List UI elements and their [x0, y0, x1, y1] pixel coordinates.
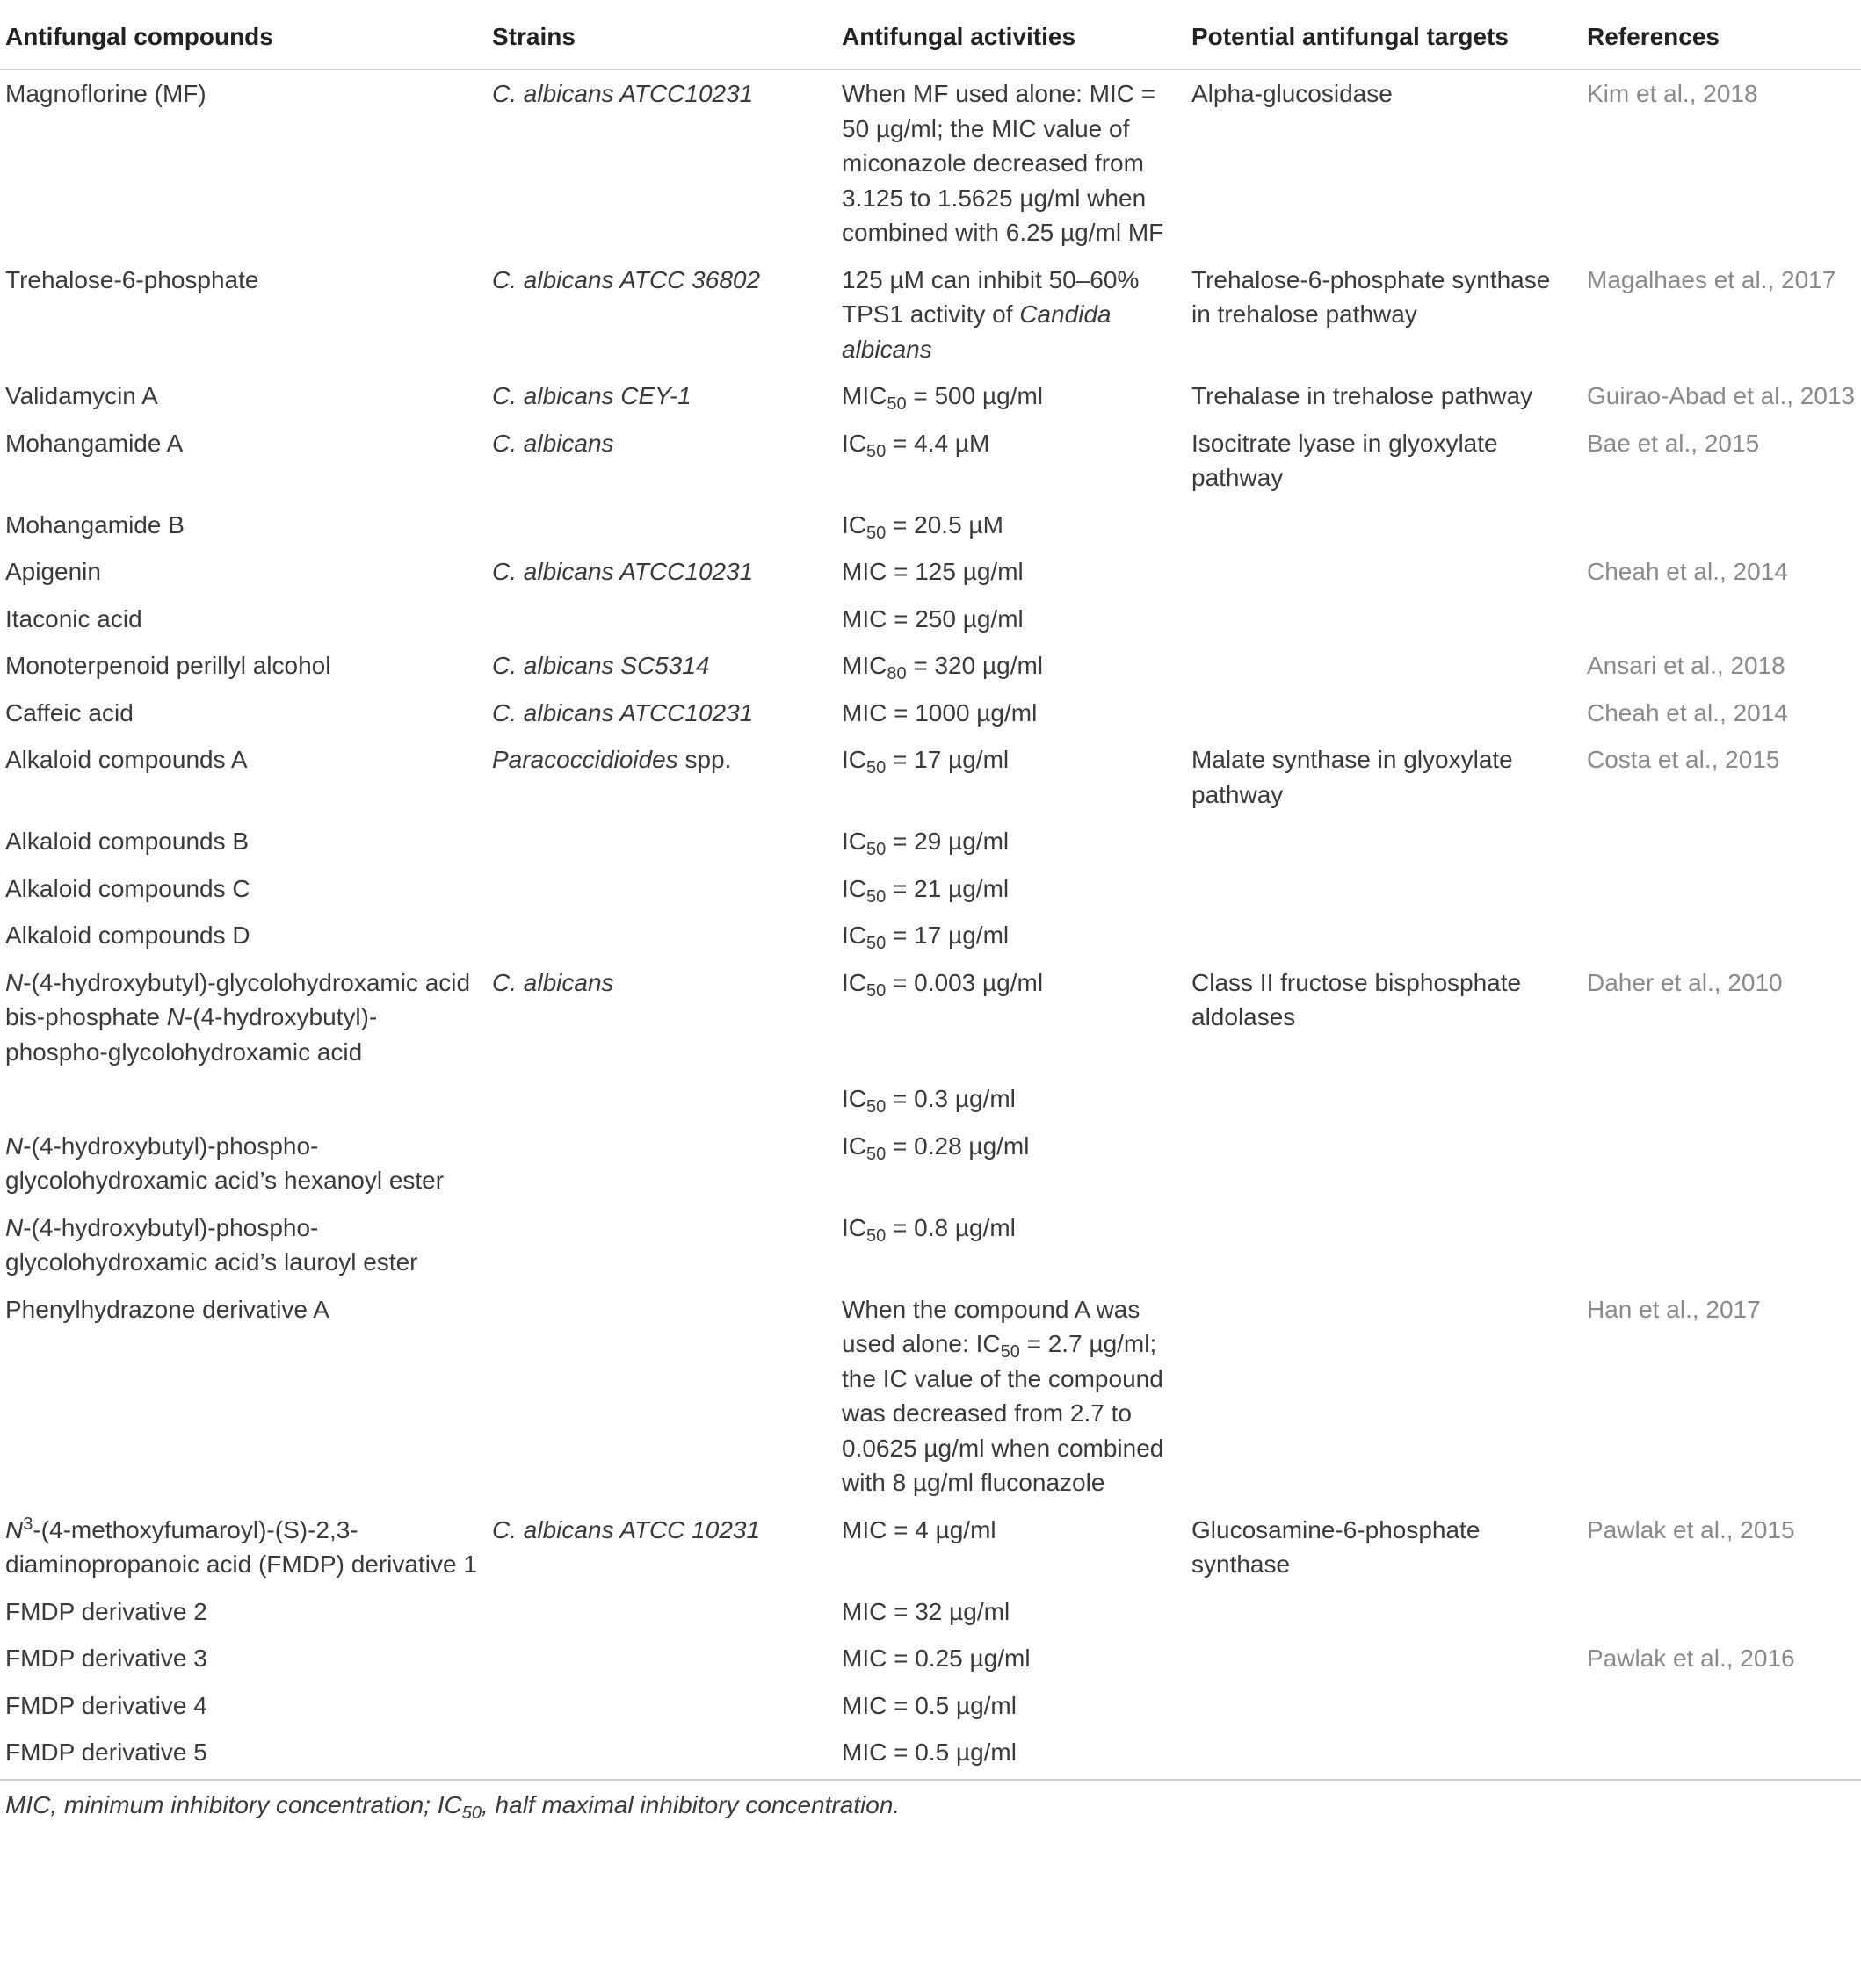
table-row: [0, 818, 1861, 865]
target-cell: [1186, 1588, 1582, 1636]
activity-text: IC: [842, 746, 866, 773]
compound-cell: FMDP derivative 3: [5, 1645, 207, 1672]
compound-cell: Itaconic acid: [5, 604, 142, 633]
target-cell: Glucosamine-6-phosphate synthase: [1191, 1515, 1481, 1578]
compound-cell: Magnoflorine (MF): [5, 80, 206, 107]
strain-cell: C. albicans ATCC10231: [492, 80, 754, 107]
header-references: References: [1587, 23, 1720, 50]
reference-cell: [1582, 818, 1861, 865]
strain-cell: C. albicans ATCC10231: [492, 558, 754, 585]
activity-italic: Candida albicans: [842, 300, 1112, 363]
compound-cell: [0, 1204, 487, 1286]
reference-link[interactable]: Magalhaes et al., 2017: [1587, 265, 1836, 293]
activity-subscript: 50: [887, 394, 907, 414]
compound-cell: Alkaloid compounds C: [5, 874, 250, 902]
strain-cell: [487, 1635, 836, 1682]
activity-text: = 4.4 µM: [886, 429, 990, 457]
activity-cell: [836, 818, 1186, 865]
activity-cell: [836, 420, 1186, 502]
activity-text: IC: [842, 429, 866, 457]
activity-cell: When MF used alone: MIC = 50 µg/ml; the MIC value of miconazole decreased from 3.125 to 1.5625 µg/ml when combined with 6.25 µg/ml MF: [842, 80, 1164, 246]
activity-subscript: 50: [866, 1225, 887, 1246]
strain-text: spp.: [677, 746, 732, 773]
target-cell: [1186, 596, 1582, 643]
activity-cell: MIC = 32 µg/ml: [842, 1597, 1010, 1625]
reference-link[interactable]: Ansari et al., 2018: [1587, 652, 1785, 679]
table-row: [0, 865, 1861, 913]
activity-text: IC: [842, 922, 866, 949]
activity-subscript: 50: [866, 886, 887, 907]
activity-text: IC: [842, 510, 866, 539]
activity-cell: MIC = 250 µg/ml: [842, 604, 1024, 633]
compound-cell: Trehalose-6-phosphate: [5, 265, 259, 293]
activity-text: IC: [842, 1085, 866, 1112]
target-cell: [1186, 865, 1582, 913]
strain-cell: [487, 912, 836, 959]
activity-cell: [836, 642, 1186, 690]
compound-cell: Phenylhydrazone derivative A: [5, 1295, 329, 1323]
activity-subscript: 50: [866, 758, 887, 777]
compound-cell: Monoterpenoid perillyl alcohol: [5, 652, 331, 679]
target-cell: [1186, 690, 1582, 737]
activity-subscript: 50: [866, 1144, 887, 1164]
strain-italic: Paracoccidioides: [492, 746, 678, 773]
target-cell: Isocitrate lyase in glyoxylate pathway: [1191, 429, 1498, 491]
compound-italic: N: [5, 1515, 24, 1543]
reference-cell: [1582, 1729, 1861, 1780]
reference-link[interactable]: Kim et al., 2018: [1587, 80, 1758, 107]
compound-cell: Mohangamide A: [5, 429, 184, 457]
header-targets: Potential antifungal targets: [1191, 23, 1509, 50]
compound-cell: FMDP derivative 4: [5, 1691, 207, 1719]
target-cell: Trehalase in trehalose pathway: [1191, 382, 1533, 409]
activity-text: = 2.7 µg/ml; the IC value of the compound was decreased from 2.7 to 0.0625 µg/ml when combined with 8 µg/ml fluconazole: [842, 1330, 1164, 1496]
activity-subscript: 50: [866, 980, 887, 1001]
activity-text: = 500 µg/ml: [906, 382, 1044, 409]
reference-link[interactable]: Pawlak et al., 2016: [1587, 1645, 1795, 1672]
activity-cell: MIC = 0.25 µg/ml: [842, 1645, 1031, 1672]
compound-text: -(4-hydroxybutyl)-phospho-glycolohydroxamic acid: [5, 1003, 378, 1066]
reference-link[interactable]: Pawlak et al., 2015: [1587, 1515, 1795, 1543]
header-activities: Antifungal activities: [842, 23, 1076, 50]
activity-cell: [836, 502, 1186, 549]
activity-text: = 0.28 µg/ml: [886, 1131, 1030, 1160]
reference-cell: [1582, 1204, 1861, 1286]
activity-text: = 20.5 µM: [886, 510, 1003, 539]
strain-cell: [487, 865, 836, 913]
strain-cell: C. albicans: [492, 968, 614, 996]
activity-subscript: 50: [1000, 1342, 1020, 1362]
target-cell: [1186, 1286, 1582, 1507]
target-cell: Alpha-glucosidase: [1191, 80, 1393, 107]
strain-cell: C. albicans ATCC 10231: [492, 1515, 761, 1543]
target-cell: [1186, 1682, 1582, 1730]
activity-text: IC: [842, 968, 866, 996]
compound-cell: Alkaloid compounds B: [5, 828, 250, 855]
activity-subscript: 50: [866, 1097, 887, 1117]
activity-text: MIC: [842, 382, 887, 409]
header-row: [0, 5, 1861, 69]
table-row: [0, 1588, 1861, 1636]
activity-cell: [836, 865, 1186, 913]
reference-link[interactable]: Costa et al., 2015: [1587, 746, 1780, 773]
table-row: [0, 1729, 1861, 1780]
target-cell: [1186, 912, 1582, 959]
target-cell: [1186, 1729, 1582, 1780]
table-row: [0, 548, 1861, 596]
table-row: [0, 1507, 1861, 1588]
compound-italic: N: [166, 1003, 185, 1030]
activity-cell: [836, 257, 1186, 373]
table-row: [0, 1635, 1861, 1682]
activity-text: = 0.003 µg/ml: [886, 968, 1044, 996]
reference-link[interactable]: Bae et al., 2015: [1587, 429, 1760, 457]
table-row: [0, 1075, 1861, 1123]
compound-cell: [0, 1507, 487, 1588]
strain-cell: C. albicans ATCC10231: [492, 698, 754, 727]
activity-cell: [836, 1286, 1186, 1507]
activity-cell: MIC = 125 µg/ml: [842, 558, 1024, 585]
activity-cell: [836, 959, 1186, 1076]
target-cell: [1186, 642, 1582, 690]
activity-cell: MIC = 4 µg/ml: [842, 1515, 996, 1543]
activity-text: = 29 µg/ml: [886, 828, 1010, 855]
table-row: [0, 690, 1861, 737]
strain-cell: C. albicans ATCC 36802: [492, 265, 761, 293]
activity-cell: [836, 1204, 1186, 1286]
table-row: [0, 1286, 1861, 1507]
header-strains: Strains: [492, 23, 576, 50]
compound-text: -(4-methoxyfumaroyl)-(S)-2,3-diaminopropanoic acid (FMDP) derivative 1: [5, 1515, 477, 1578]
activity-text: IC: [842, 1131, 866, 1160]
footnote-text: MIC, minimum inhibitory concentration; IC: [5, 1790, 462, 1818]
activity-cell: MIC = 1000 µg/ml: [842, 698, 1038, 727]
target-cell: [1186, 548, 1582, 596]
table-row: [0, 1123, 1861, 1204]
reference-cell: [1582, 596, 1861, 643]
target-cell: [1186, 502, 1582, 549]
activity-text: = 0.3 µg/ml: [886, 1085, 1016, 1112]
strain-cell: [487, 1682, 836, 1730]
compound-cell: FMDP derivative 5: [5, 1739, 207, 1766]
strain-cell: C. albicans: [492, 429, 614, 457]
compound-italic: N: [5, 1213, 24, 1241]
activity-cell: [836, 912, 1186, 959]
activity-subscript: 50: [866, 441, 887, 461]
reference-cell: [1582, 1123, 1861, 1204]
reference-cell: [1582, 912, 1861, 959]
reference-link[interactable]: Cheah et al., 2014: [1587, 558, 1788, 585]
table-row: [0, 257, 1861, 373]
strain-cell: [487, 1204, 836, 1286]
footnote-text: , half maximal inhibitory concentration.: [481, 1790, 901, 1818]
table-row: [0, 1682, 1861, 1730]
table-row: [0, 69, 1861, 257]
table-row: [0, 420, 1861, 502]
compound-italic: N: [5, 968, 24, 996]
target-cell: Class II fructose bisphosphate aldolases: [1191, 968, 1522, 1030]
activity-subscript: 50: [866, 523, 887, 543]
activity-cell: [836, 736, 1186, 818]
compound-cell: Alkaloid compounds A: [5, 746, 248, 773]
antifungal-table: [0, 5, 1861, 1781]
compound-text: -(4-hydroxybutyl)-glycolohydroxamic acid bis-phosphate: [5, 968, 471, 1030]
compound-italic: N: [5, 1131, 24, 1160]
activity-text: IC: [975, 1330, 1001, 1357]
activity-text: IC: [842, 1213, 866, 1241]
strain-cell: [487, 1588, 836, 1636]
activity-text: IC: [842, 828, 866, 855]
reference-cell: [1582, 1075, 1861, 1123]
compound-cell: [0, 959, 487, 1076]
activity-cell: [836, 1075, 1186, 1123]
compound-text: -(4-hydroxybutyl)-phospho-glycolohydroxamic acid’s lauroyl ester: [5, 1213, 418, 1276]
activity-text: 125 µM can inhibit 50–60% TPS1 activity of: [842, 265, 1140, 328]
activity-text: = 0.8 µg/ml: [886, 1213, 1016, 1241]
strain-cell: [487, 1729, 836, 1780]
table-row: [0, 912, 1861, 959]
compound-cell: Mohangamide B: [5, 510, 185, 539]
table-footnote: [0, 1781, 1861, 1823]
activity-subscript: 50: [866, 840, 887, 859]
reference-cell: [1582, 1682, 1861, 1730]
target-cell: [1186, 1204, 1582, 1286]
reference-link[interactable]: Cheah et al., 2014: [1587, 698, 1788, 727]
footnote-subscript: 50: [461, 1803, 482, 1823]
target-cell: [1186, 1075, 1582, 1123]
target-cell: Trehalose-6-phosphate synthase in trehalose pathway: [1191, 265, 1551, 328]
activity-text: = 17 µg/ml: [886, 922, 1010, 949]
activity-cell: [836, 1123, 1186, 1204]
activity-text: When the compound A was used alone:: [842, 1295, 1140, 1357]
strain-cell: [487, 1123, 836, 1204]
strain-cell: [487, 818, 836, 865]
strain-cell: [487, 736, 836, 818]
reference-cell: [1582, 1588, 1861, 1636]
target-cell: Malate synthase in glyoxylate pathway: [1191, 746, 1513, 808]
table-row: [0, 736, 1861, 818]
strain-cell: C. albicans SC5314: [492, 652, 710, 679]
compound-cell: Alkaloid compounds D: [5, 922, 250, 949]
compound-superscript: 3: [23, 1514, 33, 1534]
activity-text: MIC: [842, 652, 887, 679]
compound-cell: [0, 1075, 487, 1123]
table-row: [0, 1204, 1861, 1286]
table-row: [0, 596, 1861, 643]
compound-cell: Caffeic acid: [5, 698, 134, 727]
table-row: [0, 642, 1861, 690]
activity-cell: MIC = 0.5 µg/ml: [842, 1691, 1017, 1719]
compound-text: -(4-hydroxybutyl)-phospho-glycolohydroxamic acid’s hexanoyl ester: [5, 1131, 445, 1194]
activity-text: IC: [842, 874, 866, 902]
strain-cell: C. albicans CEY-1: [492, 382, 692, 409]
activity-text: = 320 µg/ml: [906, 652, 1044, 679]
target-cell: [1186, 1635, 1582, 1682]
activity-subscript: 50: [866, 934, 887, 953]
activity-subscript: 80: [887, 664, 907, 683]
table-row: [0, 372, 1861, 420]
strain-cell: [487, 502, 836, 549]
compound-cell: Validamycin A: [5, 382, 158, 409]
table-row: [0, 959, 1861, 1076]
compound-cell: Apigenin: [5, 558, 101, 585]
activity-cell: MIC = 0.5 µg/ml: [842, 1739, 1017, 1766]
reference-link[interactable]: Daher et al., 2010: [1587, 968, 1783, 996]
target-cell: [1186, 1123, 1582, 1204]
reference-cell: [1582, 865, 1861, 913]
strain-cell: [487, 1075, 836, 1123]
strain-cell: [487, 596, 836, 643]
reference-link[interactable]: Han et al., 2017: [1587, 1295, 1761, 1323]
strain-cell: [487, 1286, 836, 1507]
table-row: [0, 502, 1861, 549]
target-cell: [1186, 818, 1582, 865]
reference-link[interactable]: Guirao-Abad et al., 2013: [1587, 382, 1856, 409]
activity-text: = 21 µg/ml: [886, 874, 1010, 902]
compound-cell: FMDP derivative 2: [5, 1597, 207, 1625]
activity-text: = 17 µg/ml: [886, 746, 1010, 773]
reference-cell: [1582, 502, 1861, 549]
compound-cell: [0, 1123, 487, 1204]
header-compounds: Antifungal compounds: [5, 23, 273, 50]
activity-cell: [836, 372, 1186, 420]
